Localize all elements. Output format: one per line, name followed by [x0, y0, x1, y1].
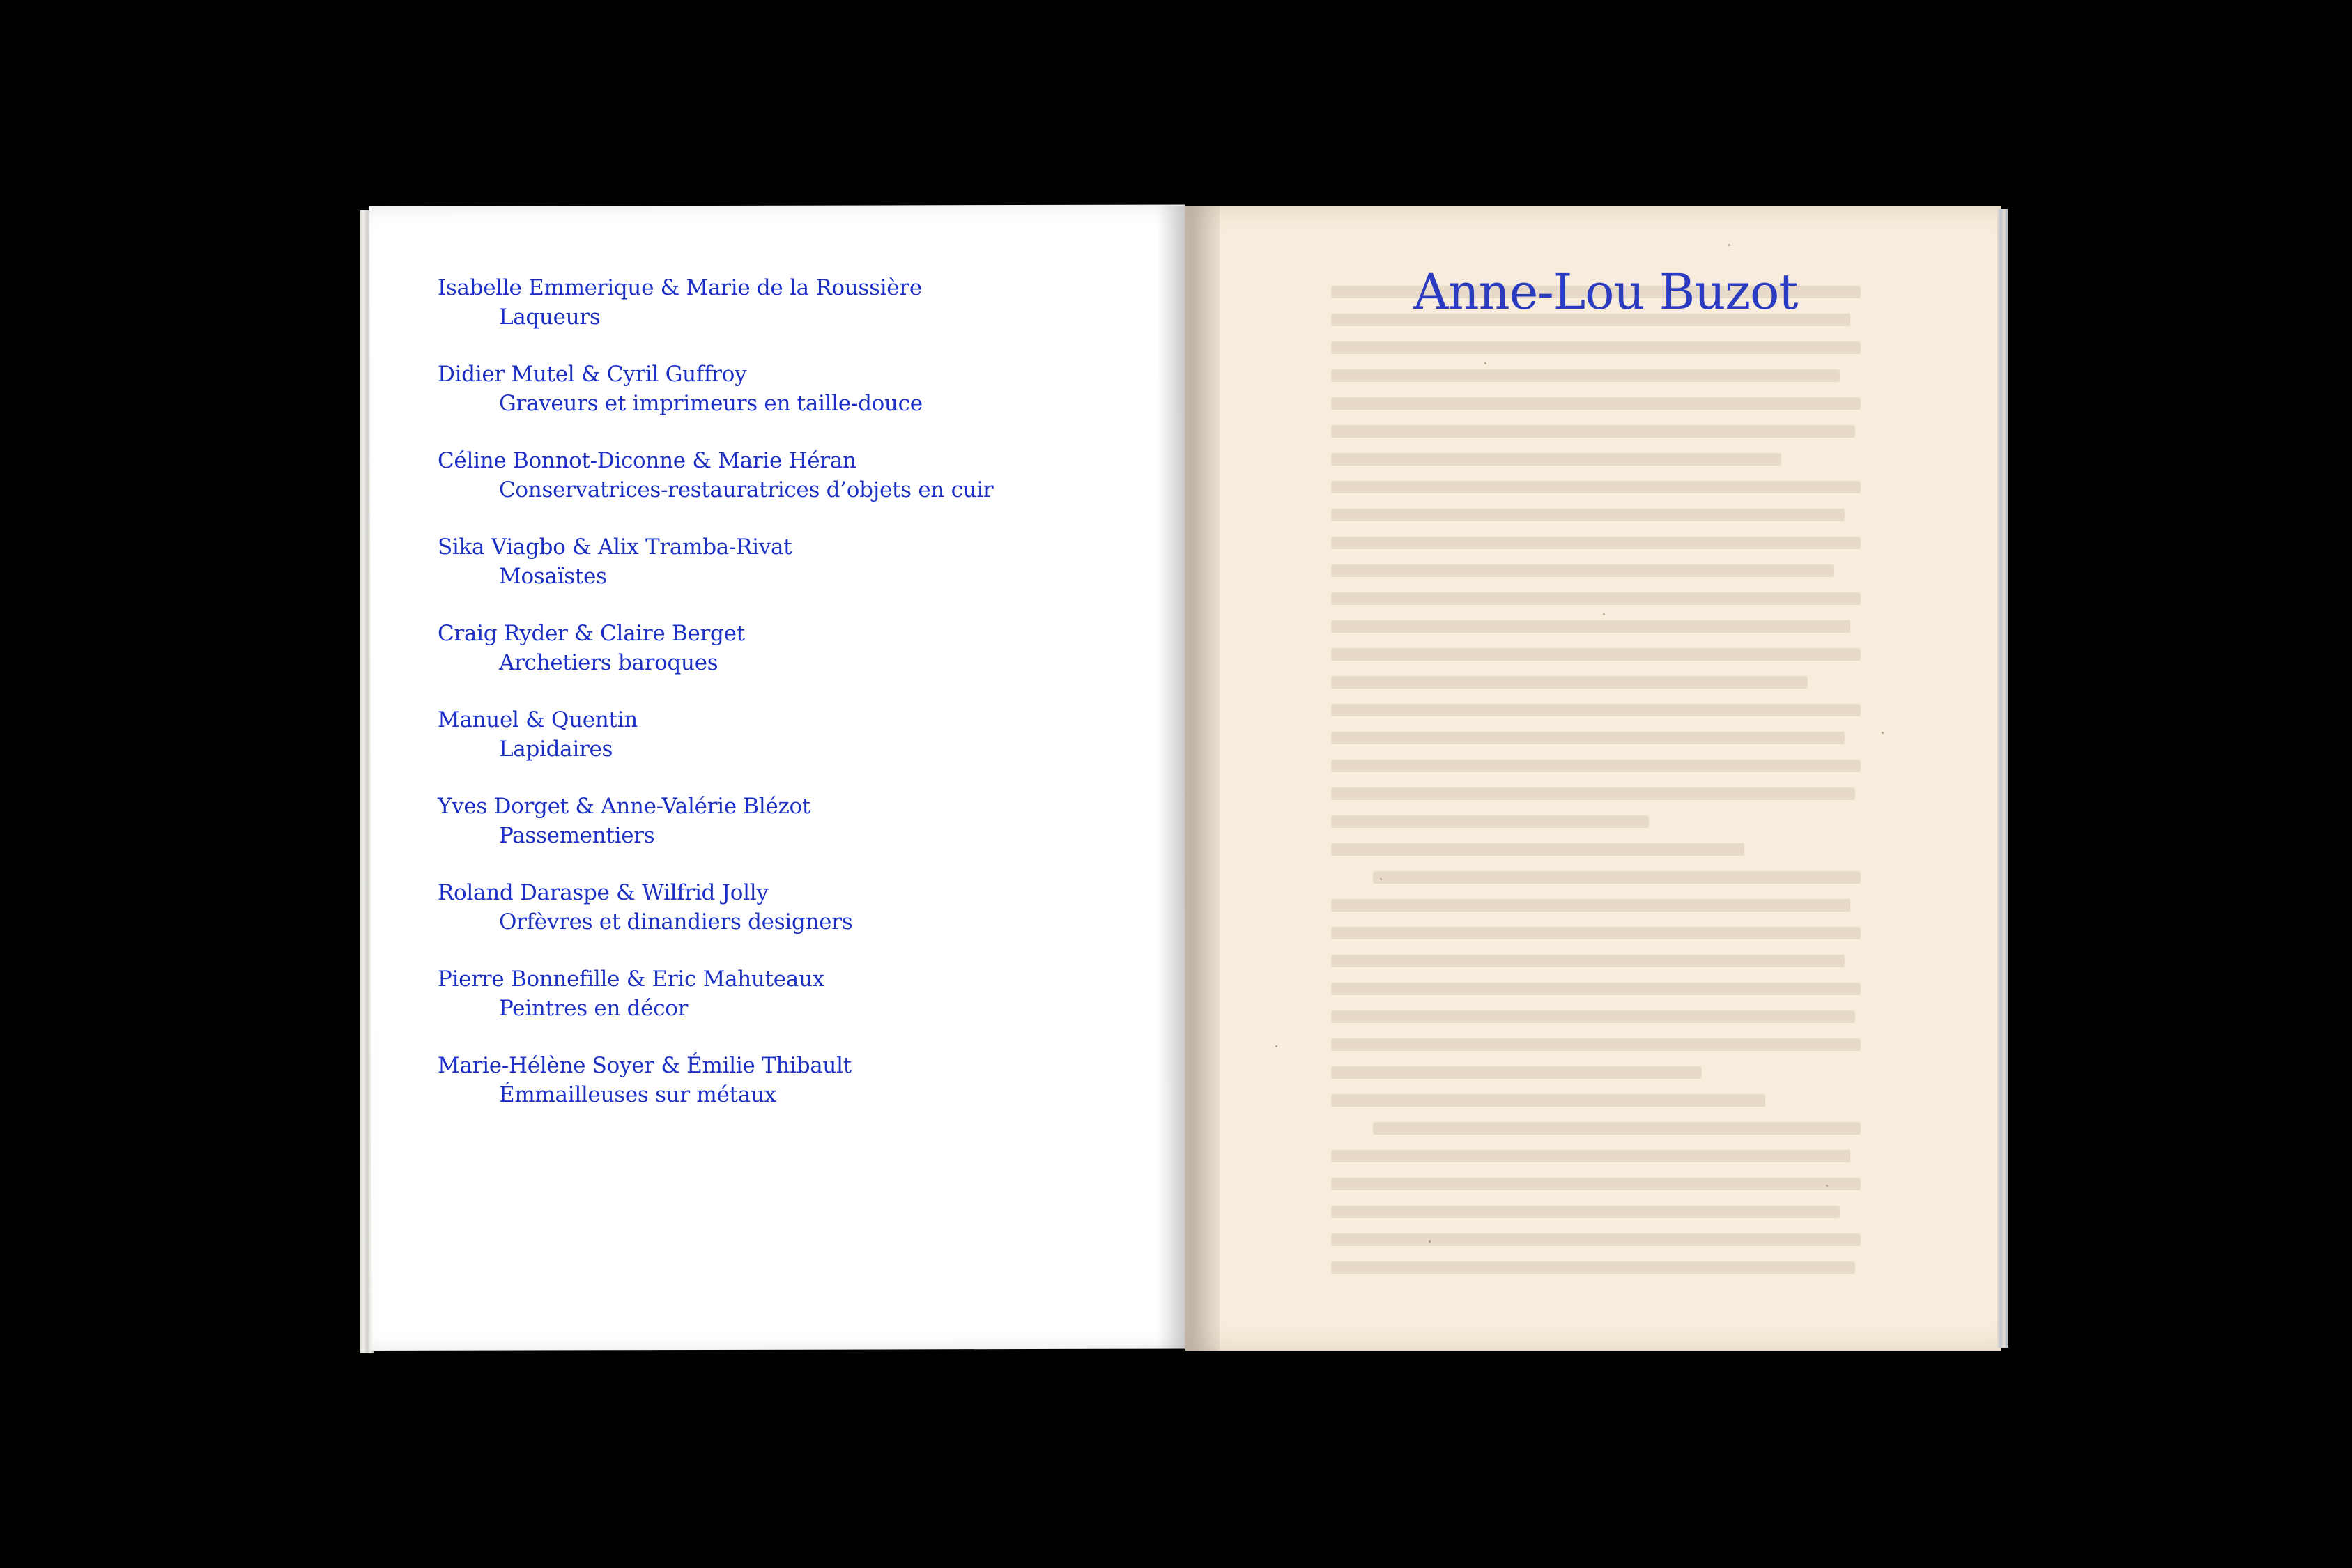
list-item [438, 446, 1065, 532]
page-title: Anne-Lou Buzot [1413, 263, 1798, 321]
ghost-line [1331, 1010, 1855, 1023]
entry-names: Sika Viagbo & Alix Tramba-Rivat [438, 535, 792, 560]
ghost-line [1331, 341, 1861, 354]
entry-craft: Conservatrices-restauratrices d’objets en cuir [499, 477, 994, 502]
entry-names: Marie-Hélène Soyer & Émilie Thibault [438, 1053, 852, 1078]
ghost-line [1331, 537, 1861, 549]
list-item [438, 360, 1065, 446]
entry-names: Craig Ryder & Claire Berget [438, 621, 745, 646]
paper-speck [1882, 732, 1884, 734]
ghost-line [1331, 815, 1649, 828]
ghost-line [1331, 592, 1861, 605]
show-through-text [1331, 279, 1861, 1282]
entry-names: Céline Bonnot-Diconne & Marie Héran [438, 448, 856, 473]
entry-craft: Archetiers baroques [499, 650, 718, 675]
entry-craft: Émmailleuses sur métaux [499, 1082, 776, 1107]
ghost-line [1331, 955, 1845, 967]
list-item [438, 705, 1065, 792]
ghost-line [1331, 1150, 1850, 1162]
ghost-line [1331, 453, 1781, 466]
list-item [438, 619, 1065, 705]
ghost-line [1331, 620, 1850, 633]
ghost-line [1331, 425, 1855, 438]
entry-craft: Peintres en décor [499, 996, 689, 1021]
entry-names: Roland Daraspe & Wilfrid Jolly [438, 880, 769, 905]
list-item [438, 792, 1065, 878]
paper-speck [1728, 244, 1730, 246]
entry-names: Didier Mutel & Cyril Guffroy [438, 362, 747, 387]
paper-speck [1603, 613, 1605, 615]
paper-speck [1429, 1240, 1431, 1243]
ghost-line [1373, 1122, 1861, 1135]
entry-craft: Graveurs et imprimeurs en taille-douce [499, 391, 923, 416]
ghost-line [1331, 760, 1861, 772]
ghost-line [1331, 564, 1834, 577]
ghost-line [1331, 787, 1855, 800]
ghost-line [1331, 676, 1808, 689]
ghost-line [1331, 1094, 1765, 1107]
ghost-line [1331, 369, 1840, 382]
entry-craft: Laqueurs [499, 305, 601, 330]
list-item [438, 273, 1065, 360]
entry-craft: Lapidaires [499, 737, 613, 762]
ghost-line [1331, 732, 1845, 744]
list-item [438, 964, 1065, 1051]
right-page-edges [1997, 209, 2008, 1348]
entry-names: Manuel & Quentin [438, 707, 638, 732]
ghost-line [1331, 481, 1861, 493]
ghost-line [1331, 843, 1744, 856]
entry-names: Yves Dorget & Anne-Valérie Blézot [438, 794, 811, 819]
ghost-line [1331, 983, 1861, 995]
entry-craft: Passementiers [499, 823, 655, 848]
ghost-line [1331, 1178, 1861, 1190]
ghost-line [1331, 704, 1861, 716]
paper-speck [1484, 362, 1486, 364]
ghost-line [1331, 927, 1861, 939]
list-item [438, 1051, 1065, 1137]
ghost-line [1331, 899, 1850, 912]
ghost-line [1331, 1066, 1702, 1079]
paper-speck [1380, 878, 1382, 880]
ghost-line [1331, 1261, 1855, 1274]
entry-names: Pierre Bonnefille & Eric Mahuteaux [438, 967, 824, 992]
book-gutter [1157, 206, 1220, 1355]
artisan-pair-list [438, 273, 1065, 1137]
ghost-line [1331, 1206, 1840, 1218]
entry-craft: Orfèvres et dinandiers designers [499, 909, 853, 935]
entry-names: Isabelle Emmerique & Marie de la Roussière [438, 275, 922, 300]
ghost-line [1331, 397, 1861, 410]
ghost-line [1331, 509, 1845, 521]
list-item [438, 532, 1065, 619]
paper-speck [1275, 1045, 1277, 1047]
paper-speck [1826, 1185, 1828, 1187]
ghost-line [1331, 648, 1861, 661]
ghost-line [1331, 1233, 1861, 1246]
list-item [438, 878, 1065, 964]
entry-craft: Mosaïstes [499, 564, 607, 589]
ghost-line [1373, 871, 1861, 884]
ghost-line [1331, 1038, 1861, 1051]
